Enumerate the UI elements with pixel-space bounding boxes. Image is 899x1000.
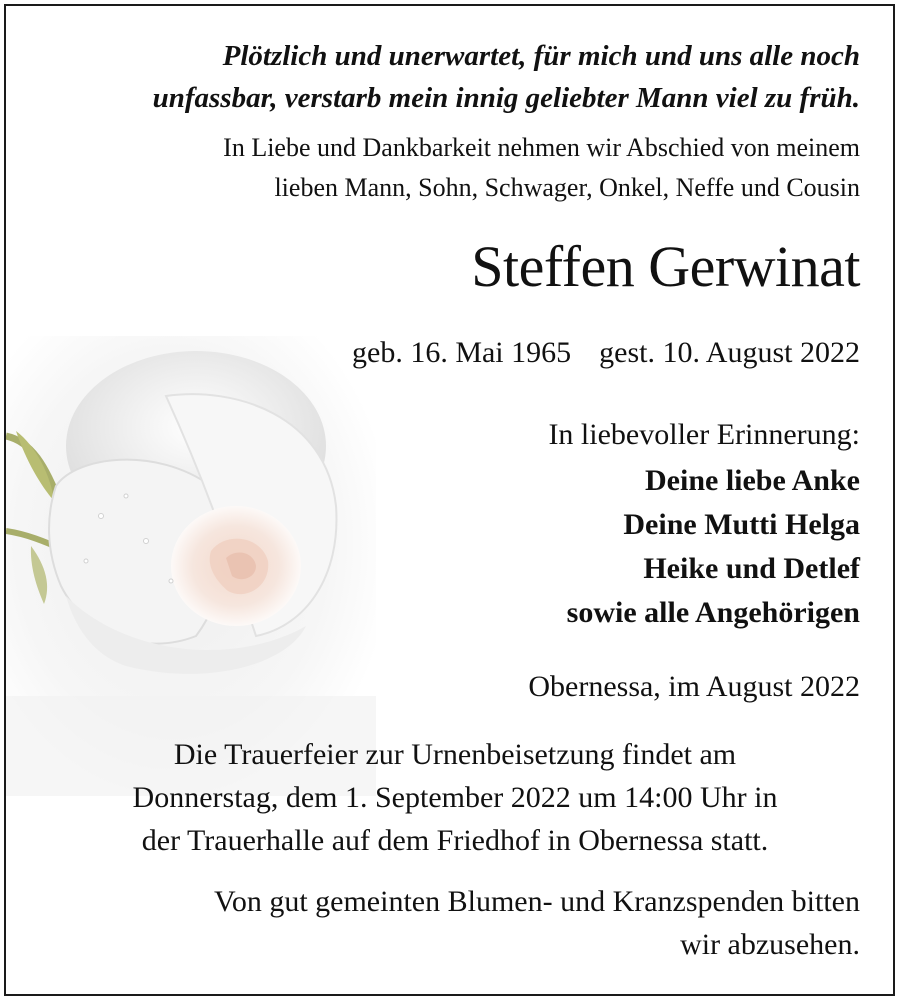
ceremony-line: der Trauerhalle auf dem Friedhof in Obernessa statt. <box>141 824 769 857</box>
flowers-note-line: Von gut gemeinten Blumen- und Kranzspenden bitten <box>214 885 860 918</box>
death-date: gest. 10. August 2022 <box>599 336 860 369</box>
intro-line: In Liebe und Dankbarkeit nehmen wir Abschied von meinem <box>223 133 860 162</box>
ceremony-line: Die Trauerfeier zur Urnenbeisetzung findet am <box>173 738 737 771</box>
mourner-name: Heike und Detlef <box>643 552 860 585</box>
obituary-notice <box>4 4 895 996</box>
memory-heading: In liebevoller Erinnerung: <box>548 418 860 451</box>
life-dates <box>352 336 860 370</box>
mourner-name: sowie alle Angehörigen <box>566 596 860 629</box>
place-date: Obernessa, im August 2022 <box>528 670 860 703</box>
mourner-name: Deine Mutti Helga <box>623 508 860 541</box>
intro-italic-line: unfassbar, verstarb mein innig geliebter Mann viel zu früh. <box>152 82 860 114</box>
intro-line: lieben Mann, Sohn, Schwager, Onkel, Neffe und Cousin <box>274 173 860 202</box>
deceased-name: Steffen Gerwinat <box>471 234 860 299</box>
intro-italic-line: Plötzlich und unerwartet, für mich und uns alle noch <box>222 40 860 72</box>
flowers-note-line: wir abzusehen. <box>680 928 860 961</box>
mourner-name: Deine liebe Anke <box>645 464 860 497</box>
white-rose-image <box>6 336 376 796</box>
birth-date: geb. 16. Mai 1965 <box>352 336 572 369</box>
ceremony-text <box>40 733 870 862</box>
ceremony-line: Donnerstag, dem 1. September 2022 um 14:00 Uhr in <box>132 781 778 814</box>
